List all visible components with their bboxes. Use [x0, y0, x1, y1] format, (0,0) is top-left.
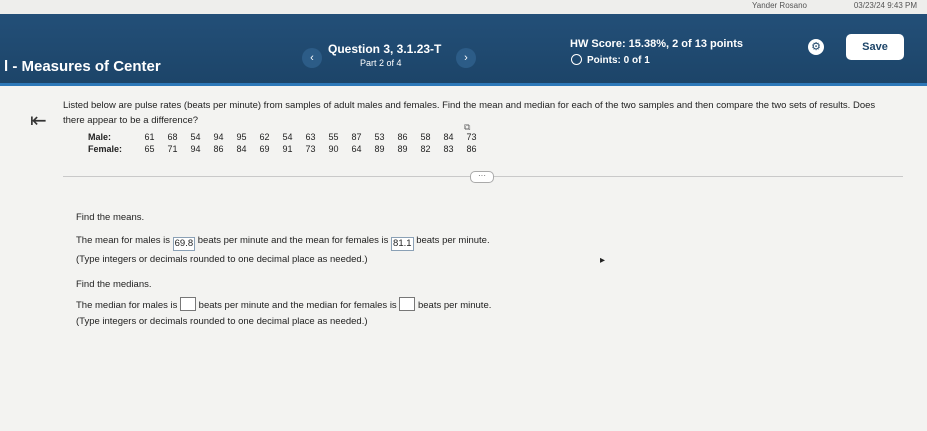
median-text-pre: The median for males is: [76, 300, 178, 311]
female-value: 73: [305, 144, 316, 154]
female-value: 65: [144, 144, 155, 154]
points-text: Points: 0 of 1: [587, 55, 650, 66]
female-value: 83: [443, 144, 454, 154]
median-text-post: beats per minute.: [417, 300, 492, 311]
male-value: 95: [236, 132, 247, 142]
data-table: [88, 132, 483, 156]
mean-male-input[interactable]: 69.8: [174, 238, 194, 249]
female-value: 86: [466, 144, 477, 154]
female-label: Female:: [88, 144, 123, 154]
male-label: Male:: [88, 132, 112, 142]
male-value: 53: [374, 132, 385, 142]
mouse-cursor-icon: ▸: [600, 255, 606, 266]
question-part: Part 2 of 4: [360, 58, 402, 68]
female-value: 69: [259, 144, 270, 154]
median-male-input[interactable]: [180, 297, 196, 311]
male-value: 94: [213, 132, 224, 142]
female-row: [88, 144, 483, 156]
median-text-mid: beats per minute and the median for females is: [198, 300, 397, 311]
header-accent-line: [0, 83, 927, 86]
chevron-right-icon: ›: [464, 52, 468, 64]
hw-score: HW Score: 15.38%, 2 of 13 points: [570, 38, 743, 50]
male-value: 73: [466, 132, 477, 142]
header-bar: [0, 14, 927, 86]
female-value: 64: [351, 144, 362, 154]
median-sentence: [76, 297, 491, 311]
male-value: 61: [144, 132, 155, 142]
female-value: 89: [397, 144, 408, 154]
female-value: 89: [374, 144, 385, 154]
mean-female-input[interactable]: 81.1: [393, 238, 412, 249]
male-value: 55: [328, 132, 339, 142]
chevron-left-icon: ‹: [310, 52, 314, 64]
timestamp: 03/23/24 9:43 PM: [853, 1, 917, 10]
mean-text-pre: The mean for males is: [76, 235, 170, 246]
male-value: 86: [397, 132, 408, 142]
female-value: 84: [236, 144, 247, 154]
male-value: 54: [190, 132, 201, 142]
female-value: 86: [213, 144, 224, 154]
male-value: 68: [167, 132, 178, 142]
female-value: 82: [420, 144, 431, 154]
previous-question-button[interactable]: [302, 48, 322, 68]
male-value: 54: [282, 132, 293, 142]
user-name: Yander Rosano: [752, 1, 807, 10]
male-value: 87: [351, 132, 362, 142]
question-title: Question 3, 3.1.23-T: [328, 42, 442, 56]
mean-text-mid: beats per minute and the mean for females is: [197, 235, 389, 246]
find-medians-label: Find the medians.: [76, 279, 152, 290]
male-row: [88, 132, 483, 144]
median-female-input[interactable]: [399, 297, 415, 311]
female-value: 91: [282, 144, 293, 154]
gear-icon[interactable]: ⚙: [808, 39, 824, 55]
copy-data-icon[interactable]: ⧉: [464, 122, 471, 132]
male-value: 62: [259, 132, 270, 142]
median-hint: (Type integers or decimals rounded to one decimal place as needed.): [76, 316, 368, 327]
male-value: 63: [305, 132, 316, 142]
male-value: 84: [443, 132, 454, 142]
top-strip: [0, 0, 927, 14]
problem-instructions: Listed below are pulse rates (beats per minute) from samples of adult males and females. Find the mean and median for each of the two samples and then compare the two sets of results. Does there appear to be a difference?: [63, 100, 876, 126]
next-question-button[interactable]: [456, 48, 476, 68]
status-circle-icon: [571, 54, 582, 65]
find-means-label: Find the means.: [76, 212, 145, 223]
female-value: 90: [328, 144, 339, 154]
mean-sentence: [76, 235, 490, 251]
back-arrow-icon[interactable]: ⇤: [30, 110, 47, 132]
mean-text-post: beats per minute.: [416, 235, 490, 246]
page-title: l - Measures of Center: [4, 58, 161, 75]
female-value: 94: [190, 144, 201, 154]
female-value: 71: [167, 144, 178, 154]
save-button[interactable]: Save: [846, 34, 904, 60]
mean-hint: (Type integers or decimals rounded to one decimal place as needed.): [76, 254, 368, 265]
points-status: [571, 54, 650, 66]
expand-more-button[interactable]: ···: [470, 171, 494, 183]
male-value: 58: [420, 132, 431, 142]
